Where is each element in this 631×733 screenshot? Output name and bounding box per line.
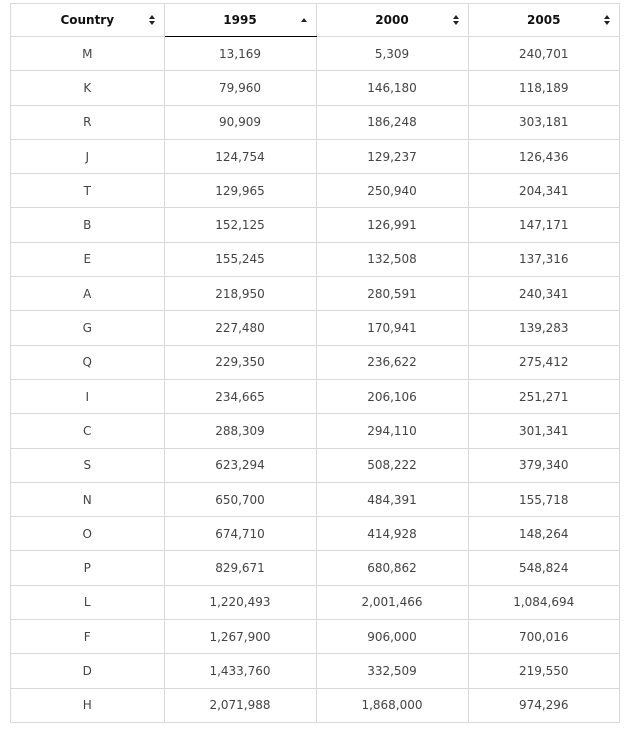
value-2005-cell: 700,016 xyxy=(468,620,619,654)
table-row xyxy=(11,345,619,379)
value-2005-cell: 548,824 xyxy=(468,551,619,585)
value-2000-cell: 906,000 xyxy=(316,620,468,654)
country-cell: A xyxy=(11,277,164,311)
table-row xyxy=(11,448,619,482)
table-row xyxy=(11,379,619,413)
sort-ascending-icon[interactable] xyxy=(300,14,308,26)
country-cell: P xyxy=(11,551,164,585)
value-1995-cell: 152,125 xyxy=(164,208,316,242)
value-2000-cell: 132,508 xyxy=(316,242,468,276)
value-2000-cell: 680,862 xyxy=(316,551,468,585)
value-2000-cell: 280,591 xyxy=(316,277,468,311)
value-2000-cell: 250,940 xyxy=(316,174,468,208)
value-2005-cell: 240,341 xyxy=(468,277,619,311)
value-1995-cell: 829,671 xyxy=(164,551,316,585)
value-2005-cell: 126,436 xyxy=(468,139,619,173)
value-2000-cell: 206,106 xyxy=(316,379,468,413)
value-2000-cell: 126,991 xyxy=(316,208,468,242)
sort-both-icon[interactable] xyxy=(148,14,156,26)
country-cell: C xyxy=(11,414,164,448)
value-2005-cell: 379,340 xyxy=(468,448,619,482)
value-2000-cell: 1,868,000 xyxy=(316,688,468,722)
table-row xyxy=(11,105,619,139)
country-cell: M xyxy=(11,37,164,71)
table-row xyxy=(11,139,619,173)
table-row xyxy=(11,71,619,105)
value-2005-cell: 1,084,694 xyxy=(468,585,619,619)
value-2005-cell: 275,412 xyxy=(468,345,619,379)
value-2000-cell: 236,622 xyxy=(316,345,468,379)
value-1995-cell: 1,267,900 xyxy=(164,620,316,654)
value-2000-cell: 146,180 xyxy=(316,71,468,105)
value-2000-cell: 186,248 xyxy=(316,105,468,139)
value-2000-cell: 508,222 xyxy=(316,448,468,482)
value-1995-cell: 2,071,988 xyxy=(164,688,316,722)
value-2000-cell: 5,309 xyxy=(316,37,468,71)
country-cell: N xyxy=(11,482,164,516)
table-row xyxy=(11,208,619,242)
value-2000-cell: 170,941 xyxy=(316,311,468,345)
value-1995-cell: 234,665 xyxy=(164,379,316,413)
value-2005-cell: 974,296 xyxy=(518,698,569,713)
value-2005-cell: 303,181 xyxy=(468,105,619,139)
table-row xyxy=(11,311,619,345)
value-2005-cell: 219,550 xyxy=(468,654,619,688)
value-1995-cell: 90,909 xyxy=(164,105,316,139)
value-1995-cell: 129,965 xyxy=(164,174,316,208)
column-header-2000[interactable] xyxy=(316,4,468,37)
table-row xyxy=(11,174,619,208)
table-row xyxy=(11,482,619,516)
table-row xyxy=(11,277,619,311)
value-1995-cell: 288,309 xyxy=(164,414,316,448)
value-1995-cell: 650,700 xyxy=(164,482,316,516)
table-row xyxy=(11,242,619,276)
table-row xyxy=(11,688,619,722)
table-row xyxy=(11,517,619,551)
country-cell: L xyxy=(11,585,164,619)
value-1995-cell: 674,710 xyxy=(164,517,316,551)
data-table-container xyxy=(10,3,620,723)
value-2000-cell: 414,928 xyxy=(316,517,468,551)
country-cell: F xyxy=(11,620,164,654)
data-table xyxy=(11,4,619,722)
table-row xyxy=(11,414,619,448)
country-cell: G xyxy=(11,311,164,345)
column-header-2005[interactable] xyxy=(468,4,619,37)
value-1995-cell: 227,480 xyxy=(164,311,316,345)
value-1995-cell: 1,220,493 xyxy=(164,585,316,619)
table-row xyxy=(11,551,619,585)
country-cell: I xyxy=(11,379,164,413)
table-row xyxy=(11,37,619,71)
value-1995-cell: 155,245 xyxy=(164,242,316,276)
column-header-label: 1995 xyxy=(223,13,257,27)
sort-both-icon[interactable] xyxy=(452,14,460,26)
table-body xyxy=(11,37,619,722)
sort-both-icon[interactable] xyxy=(603,14,611,26)
value-2005-cell: 118,189 xyxy=(468,71,619,105)
column-header-country[interactable] xyxy=(11,4,164,37)
table-row xyxy=(11,654,619,688)
value-2000-cell: 129,237 xyxy=(316,139,468,173)
country-cell: T xyxy=(11,174,164,208)
value-2005-cell: 204,341 xyxy=(468,174,619,208)
value-1995-cell: 218,950 xyxy=(164,277,316,311)
value-2000-cell: 2,001,466 xyxy=(316,585,468,619)
table-row xyxy=(11,585,619,619)
value-2005-cell: 139,283 xyxy=(468,311,619,345)
value-2005-cell: 137,316 xyxy=(468,242,619,276)
column-header-1995[interactable] xyxy=(164,4,316,37)
country-cell: K xyxy=(11,71,164,105)
country-cell: S xyxy=(11,448,164,482)
value-2000-cell: 484,391 xyxy=(316,482,468,516)
value-2005-cell: 148,264 xyxy=(468,517,619,551)
value-2005-cell: 147,171 xyxy=(468,208,619,242)
value-2000-cell: 294,110 xyxy=(316,414,468,448)
value-2005-cell: 301,341 xyxy=(468,414,619,448)
column-header-label: 2005 xyxy=(527,13,561,27)
value-2005-cell: 251,271 xyxy=(468,379,619,413)
column-header-label: Country xyxy=(60,13,115,27)
column-header-label: 2000 xyxy=(375,13,409,27)
value-2000-cell: 332,509 xyxy=(316,654,468,688)
value-2005-cell: 155,718 xyxy=(468,482,619,516)
value-2005-cell: 240,701 xyxy=(468,37,619,71)
country-cell: D xyxy=(11,654,164,688)
country-cell: J xyxy=(11,139,164,173)
value-1995-cell: 124,754 xyxy=(164,139,316,173)
country-cell: R xyxy=(11,105,164,139)
country-cell: B xyxy=(11,208,164,242)
country-cell: O xyxy=(11,517,164,551)
value-1995-cell: 1,433,760 xyxy=(164,654,316,688)
country-cell: E xyxy=(11,242,164,276)
header-row xyxy=(11,4,619,37)
value-1995-cell: 13,169 xyxy=(164,37,316,71)
value-1995-cell: 623,294 xyxy=(164,448,316,482)
value-1995-cell: 229,350 xyxy=(164,345,316,379)
country-cell: H xyxy=(11,688,164,722)
country-cell: Q xyxy=(11,345,164,379)
table-row xyxy=(11,620,619,654)
value-1995-cell: 79,960 xyxy=(164,71,316,105)
